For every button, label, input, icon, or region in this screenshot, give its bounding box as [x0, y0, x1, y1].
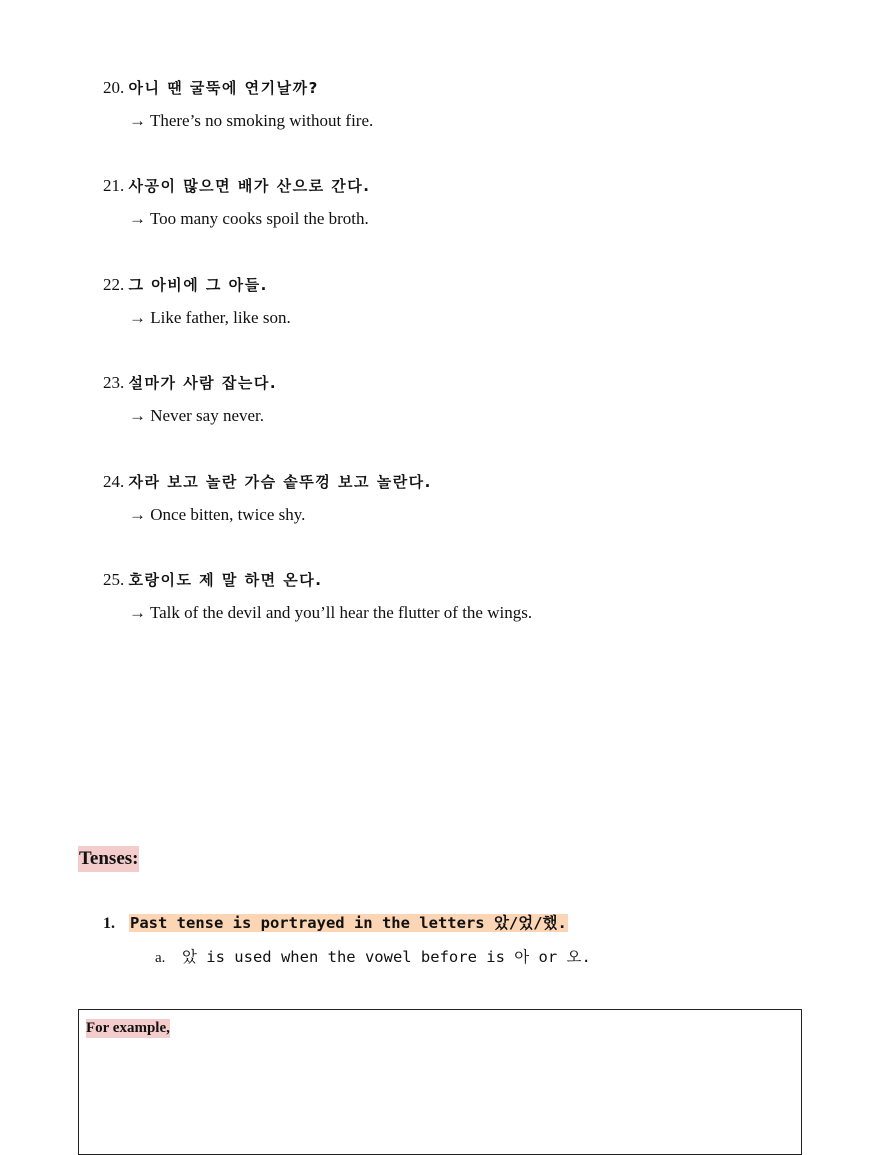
example-box	[78, 1009, 802, 1155]
proverb-item	[103, 570, 532, 623]
proverb-korean: 아니 땐 굴뚝에 연기날까?	[128, 79, 319, 97]
proverb-number: 22.	[103, 275, 125, 294]
proverb-number: 21.	[103, 176, 125, 195]
proverb-korean: 그 아비에 그 아들.	[128, 276, 268, 294]
list-item	[103, 910, 568, 937]
proverb-number: 25.	[103, 570, 125, 589]
proverb-translation: → Too many cooks spoil the broth.	[129, 209, 369, 228]
proverb-translation: → Never say never.	[129, 406, 265, 425]
proverb-item	[103, 373, 277, 426]
proverb-translation: → Once bitten, twice shy.	[129, 505, 306, 524]
proverb-item	[103, 78, 373, 131]
proverb-number: 24.	[103, 472, 125, 491]
example-label: For example,	[86, 1020, 170, 1036]
list-item-text: Past tense is portrayed in the letters 았/었/했.	[130, 914, 567, 932]
proverb-translation: → Talk of the devil and you’ll hear the flutter of the wings.	[129, 603, 533, 622]
sub-list-item	[155, 944, 591, 971]
sub-item-text: 았 is used when the vowel before is 아 or 오.	[182, 948, 591, 966]
proverb-korean: 설마가 사람 잡는다.	[128, 374, 278, 392]
sub-item-letter: a.	[155, 950, 166, 966]
proverb-item	[103, 275, 291, 328]
section-heading: Tenses:	[78, 846, 139, 872]
proverb-korean: 사공이 많으면 배가 산으로 간다.	[128, 177, 371, 195]
proverb-item	[103, 176, 370, 229]
proverb-translation: → There’s no smoking without fire.	[129, 111, 374, 130]
proverb-korean: 자라 보고 놀란 가슴 솥뚜껑 보고 놀란다.	[128, 473, 432, 491]
proverb-item	[103, 472, 432, 525]
proverb-number: 23.	[103, 373, 125, 392]
list-item-number: 1.	[103, 915, 115, 932]
proverb-translation: → Like father, like son.	[129, 308, 291, 327]
proverb-number: 20.	[103, 78, 125, 97]
proverb-korean: 호랑이도 제 말 하면 온다.	[128, 571, 323, 589]
